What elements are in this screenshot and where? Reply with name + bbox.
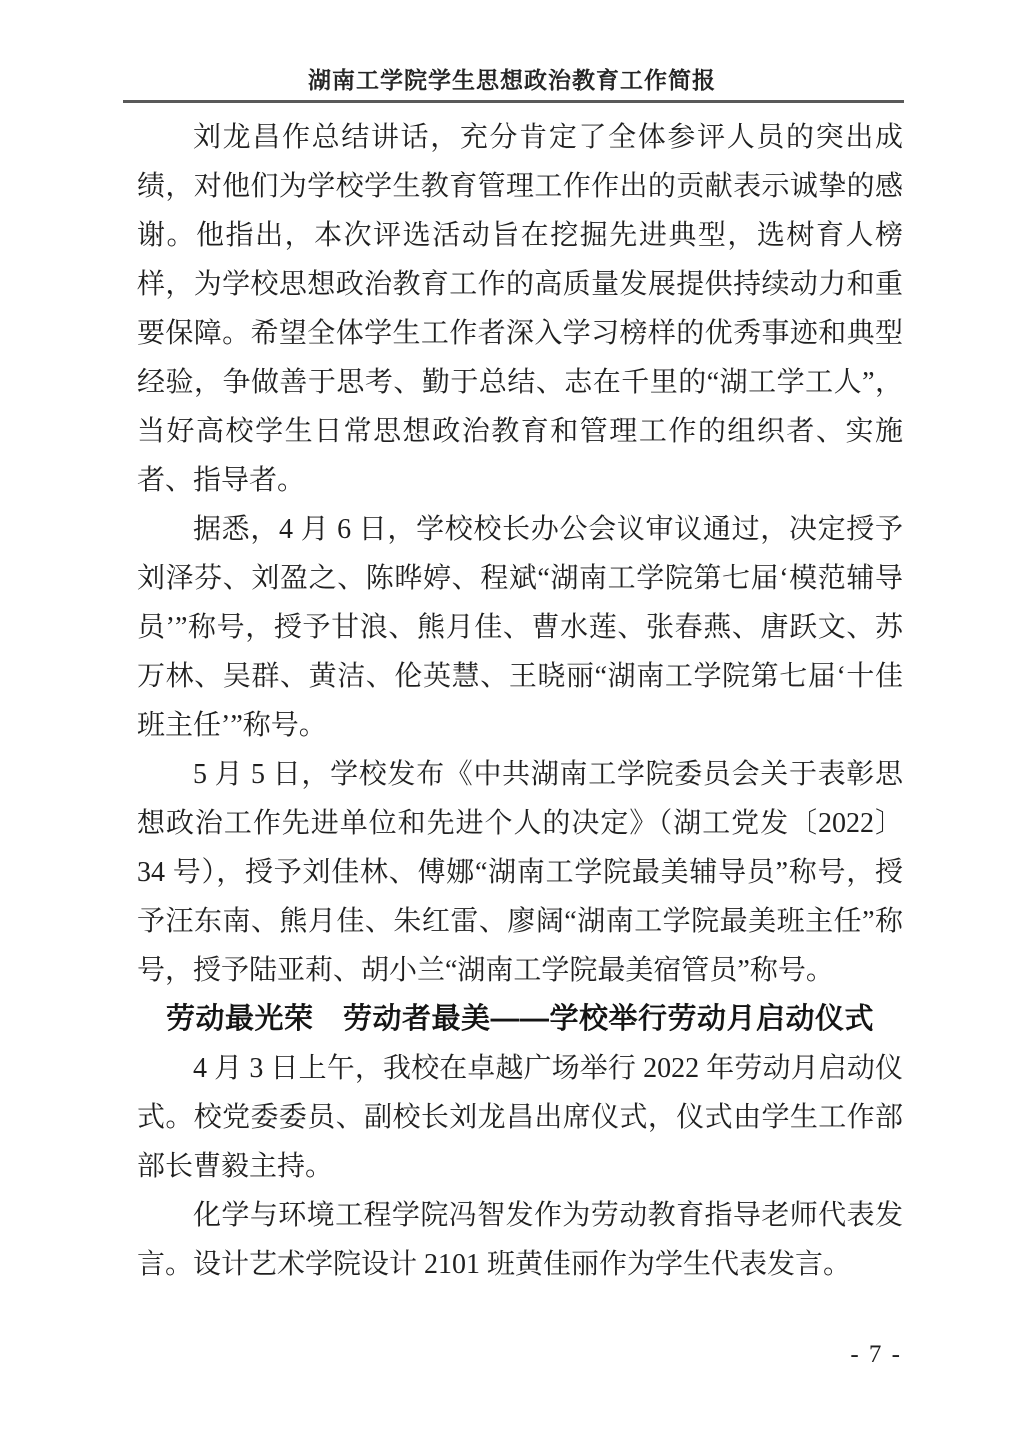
section-heading-labor-month: 劳动最光荣 劳动者最美——学校举行劳动月启动仪式 (165, 1003, 874, 1035)
page-number: - 7 - (850, 1341, 902, 1368)
paragraph-award-counselors: 据悉，4 月 6 日，学校校长办公会议审议通过，决定授予刘泽芬、刘盈之、陈晔婷、程斌“湖南工学院第七届‘模范辅导员’”称号，授予甘浪、熊月佳、曹水莲、张春燕、唐跃文、苏万林、吴群、黄洁、伦英慧、王晓丽“湖南工学院第七届‘十佳班主任’”称号。 (137, 514, 903, 741)
paragraph-summary-speech: 刘龙昌作总结讲话，充分肯定了全体参评人员的突出成绩，对他们为学校学生教育管理工作作出的贡献表示诚挚的感谢。他指出，本次评选活动旨在挖掘先进典型，选树育人榜样，为学校思想政治教育工作的高质量发展提供持续动力和重要保障。希望全体学生工作者深入学习榜样的优秀事迹和典型经验，争做善于思考、勤于总结、志在千里的“湖工学工人”，当好高校学生日常思想政治教育和管理工作的组织者、实施者、指导者。 (137, 122, 903, 496)
paragraph-representative-speeches: 化学与环境工程学院冯智发作为劳动教育指导老师代表发言。设计艺术学院设计 2101 班黄佳丽作为学生代表发言。 (137, 1200, 903, 1280)
page-header-title: 湖南工学院学生思想政治教育工作简报 (308, 67, 716, 93)
paragraph-commendation-decision: 5 月 5 日，学校发布《中共湖南工学院委员会关于表彰思想政治工作先进单位和先进个人的决定》（湖工党发〔2022〕34 号），授予刘佳林、傅娜“湖南工学院最美辅导员”称号，授予汪东南、熊月佳、朱红雷、廖阔“湖南工学院最美班主任”称号，授予陆亚莉、胡小兰“湖南工学院最美宿管员”称号。 (137, 759, 903, 986)
paragraph-labor-month-ceremony: 4 月 3 日上午，我校在卓越广场举行 2022 年劳动月启动仪式。校党委委员、副校长刘龙昌出席仪式，仪式由学生工作部部长曹毅主持。 (137, 1053, 903, 1182)
document-body (137, 113, 903, 1289)
header-divider-rule (123, 100, 904, 103)
